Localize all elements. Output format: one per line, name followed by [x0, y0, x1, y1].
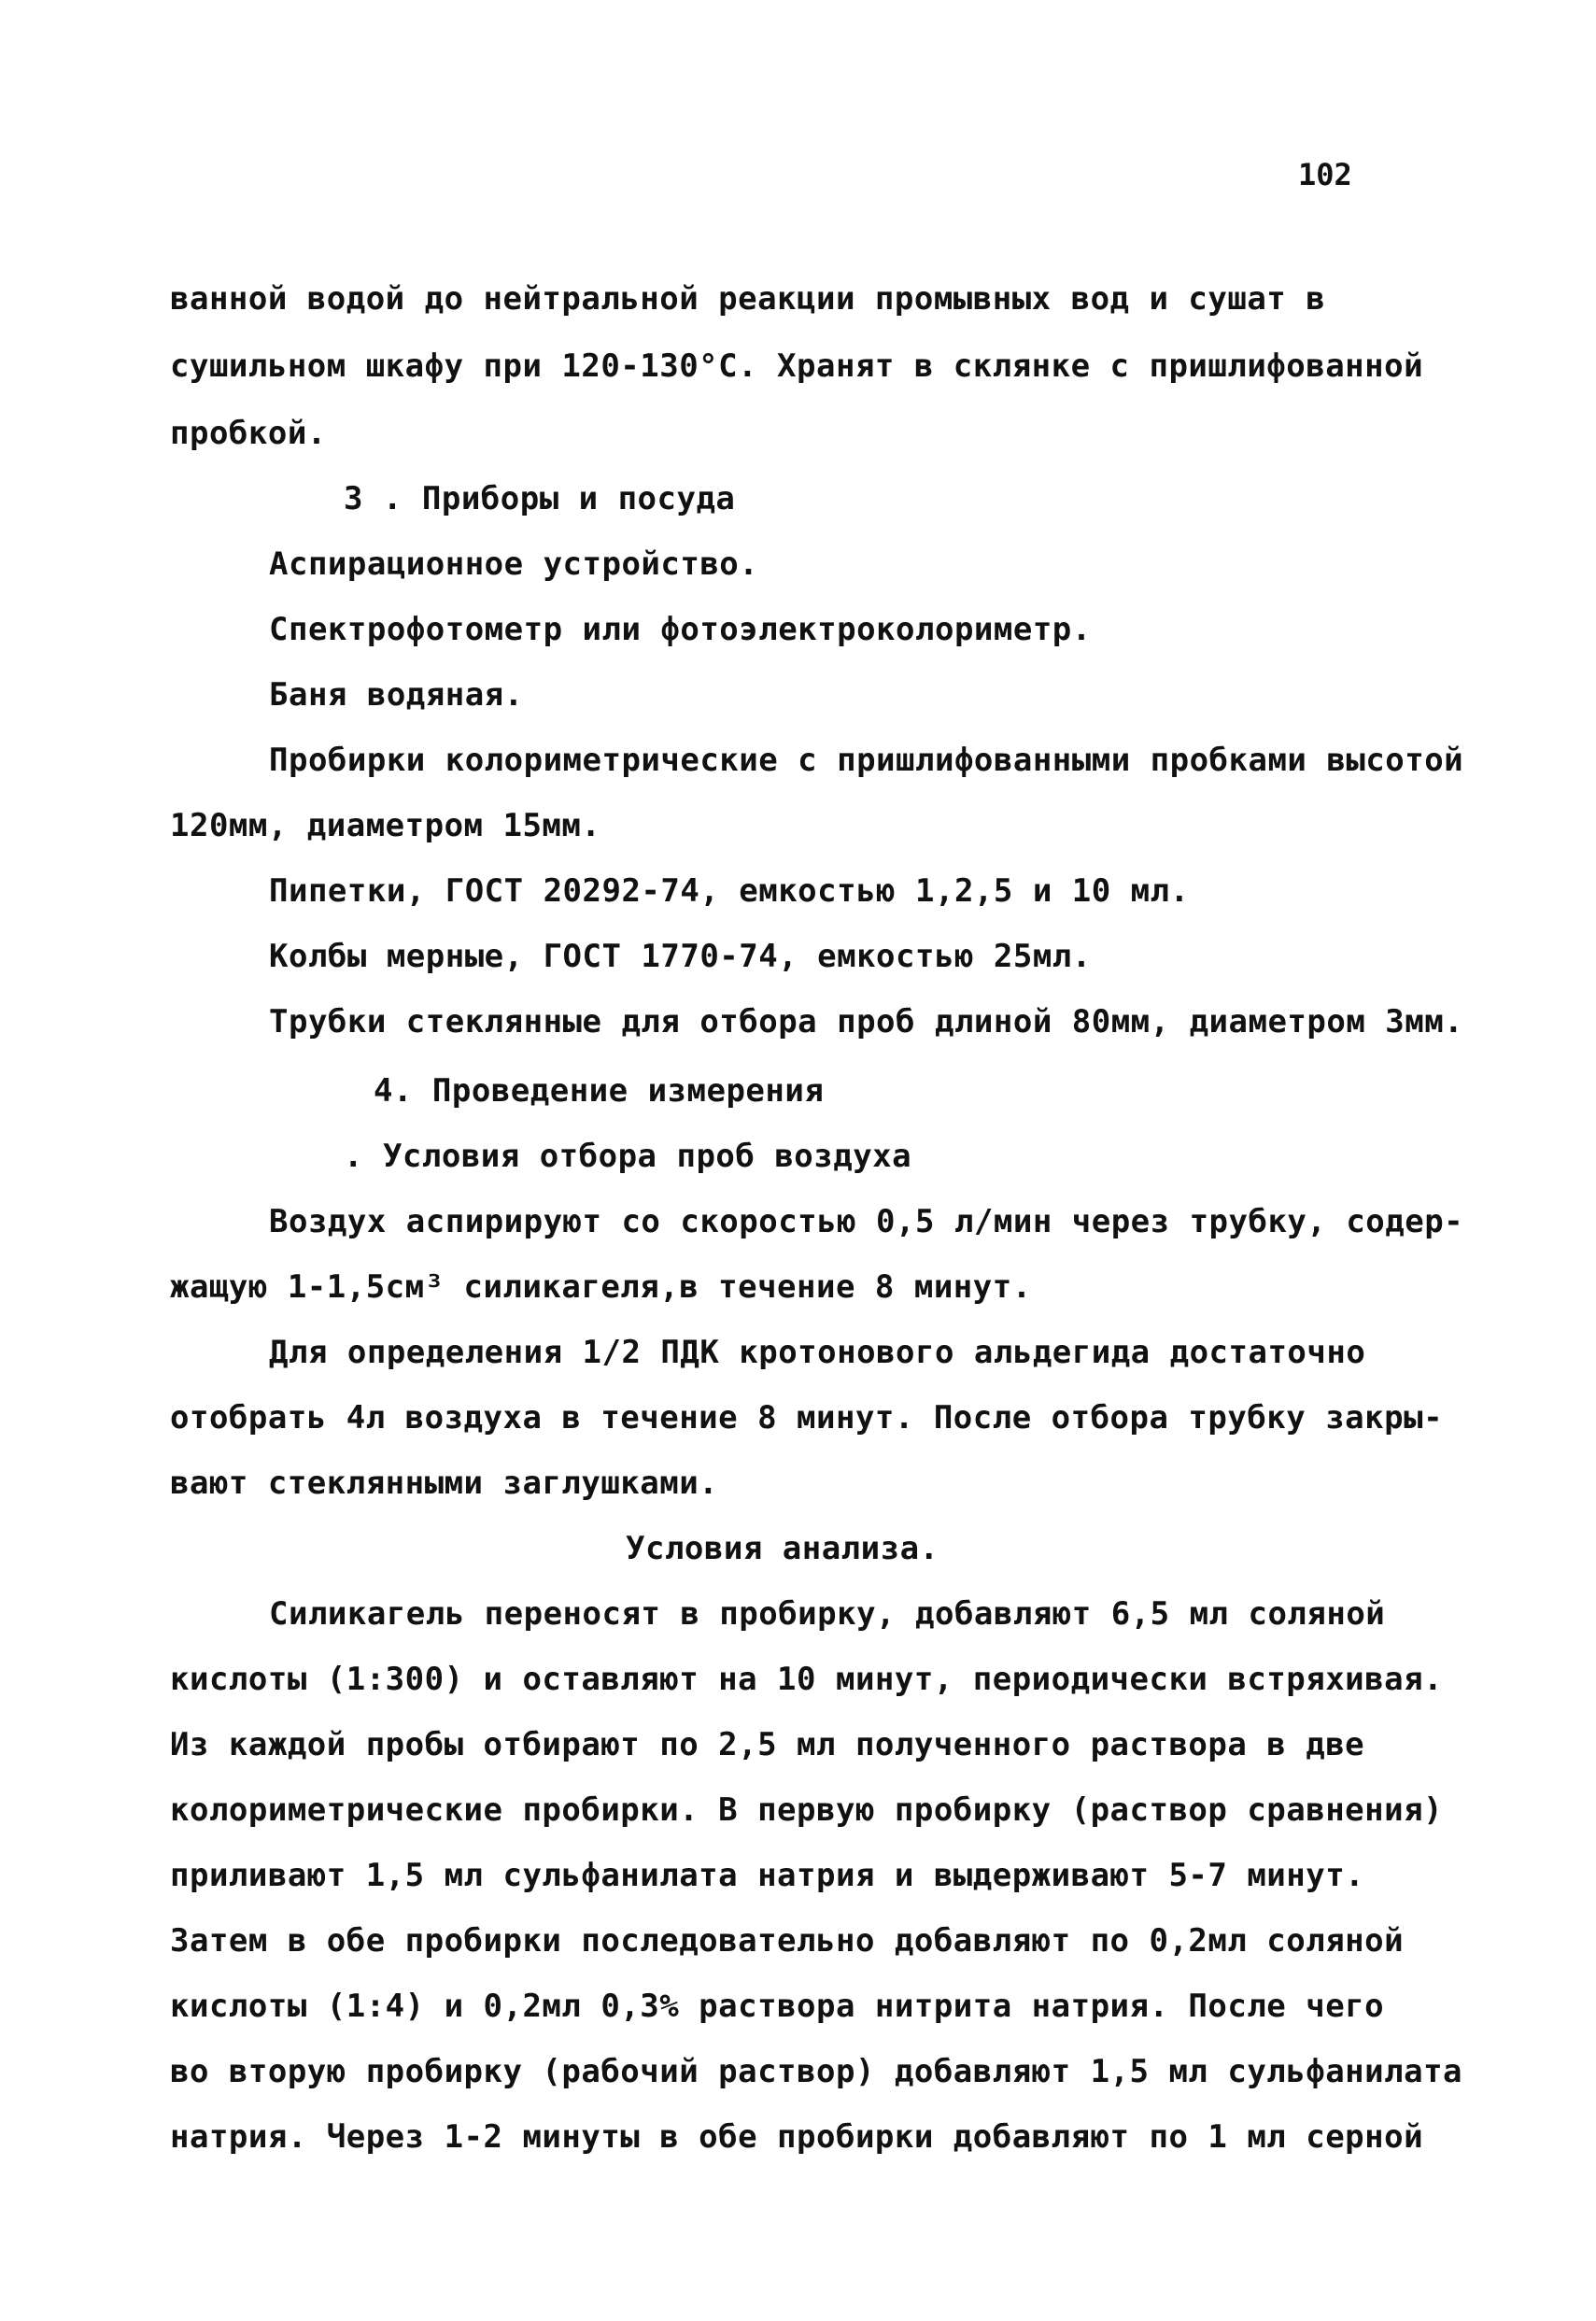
text-line: жащую 1-1,5см³ силикагеля,в течение 8 минут.	[170, 1268, 1032, 1306]
text-line: колориметрические пробирки. В первую пробирку (раствор сравнения)	[170, 1791, 1444, 1829]
text-line: пробкой.	[170, 415, 327, 452]
text-line: ванной водой до нейтральной реакции промывных вод и сушат в	[170, 280, 1326, 318]
text-line: во вторую пробирку (рабочий раствор) добавляют 1,5 мл сульфанилата	[170, 2053, 1463, 2090]
text-line: Баня водяная.	[269, 676, 524, 714]
text-line: Трубки стеклянные для отбора проб длиной 80мм, диаметром 3мм.	[269, 1003, 1464, 1040]
section-heading: Условия анализа.	[626, 1530, 939, 1567]
text-line: сушильном шкафу при 120-130°С. Хранят в склянке с пришлифованной	[170, 347, 1424, 385]
text-line: 120мм, диаметром 15мм.	[170, 807, 601, 844]
section-heading: 4. Проведение измерения	[374, 1072, 825, 1110]
text-line: Силикагель переносят в пробирку, добавляют 6,5 мл соляной	[269, 1595, 1386, 1633]
text-line: отобрать 4л воздуха в течение 8 минут. После отбора трубку закры-	[170, 1399, 1444, 1436]
page-number: 102	[1298, 157, 1352, 192]
section-heading: 3 . Приборы и посуда	[344, 480, 736, 517]
text-line: Аспирационное устройство.	[269, 545, 759, 583]
text-line: кислоты (1:4) и 0,2мл 0,3% раствора нитрита натрия. После чего	[170, 1988, 1385, 2025]
text-line: Для определения 1/2 ПДК кротонового альдегида достаточно	[269, 1334, 1366, 1371]
text-line: приливают 1,5 мл сульфанилата натрия и выдерживают 5-7 минут.	[170, 1857, 1365, 1894]
subsection-heading: . Условия отбора проб воздуха	[344, 1138, 912, 1175]
text-line: кислоты (1:300) и оставляют на 10 минут, периодически встряхивая.	[170, 1661, 1444, 1698]
text-line: Из каждой пробы отбирают по 2,5 мл полученного раствора в две	[170, 1726, 1365, 1763]
text-line: вают стеклянными заглушками.	[170, 1465, 719, 1502]
text-line: Спектрофотометр или фотоэлектроколориметр.	[269, 611, 1092, 648]
text-line: Пробирки колориметрические с пришлифованными пробками высотой	[269, 742, 1464, 779]
text-line: натрия. Через 1-2 минуты в обе пробирки добавляют по 1 мл серной	[170, 2118, 1424, 2156]
text-line: Колбы мерные, ГОСТ 1770-74, емкостью 25мл.	[269, 938, 1092, 975]
text-line: Затем в обе пробирки последовательно добавляют по 0,2мл соляной	[170, 1922, 1405, 1960]
text-line: Воздух аспирируют со скоростью 0,5 л/мин через трубку, содер-	[269, 1203, 1464, 1240]
text-line: Пипетки, ГОСТ 20292-74, емкостью 1,2,5 и 10 мл.	[269, 872, 1190, 910]
